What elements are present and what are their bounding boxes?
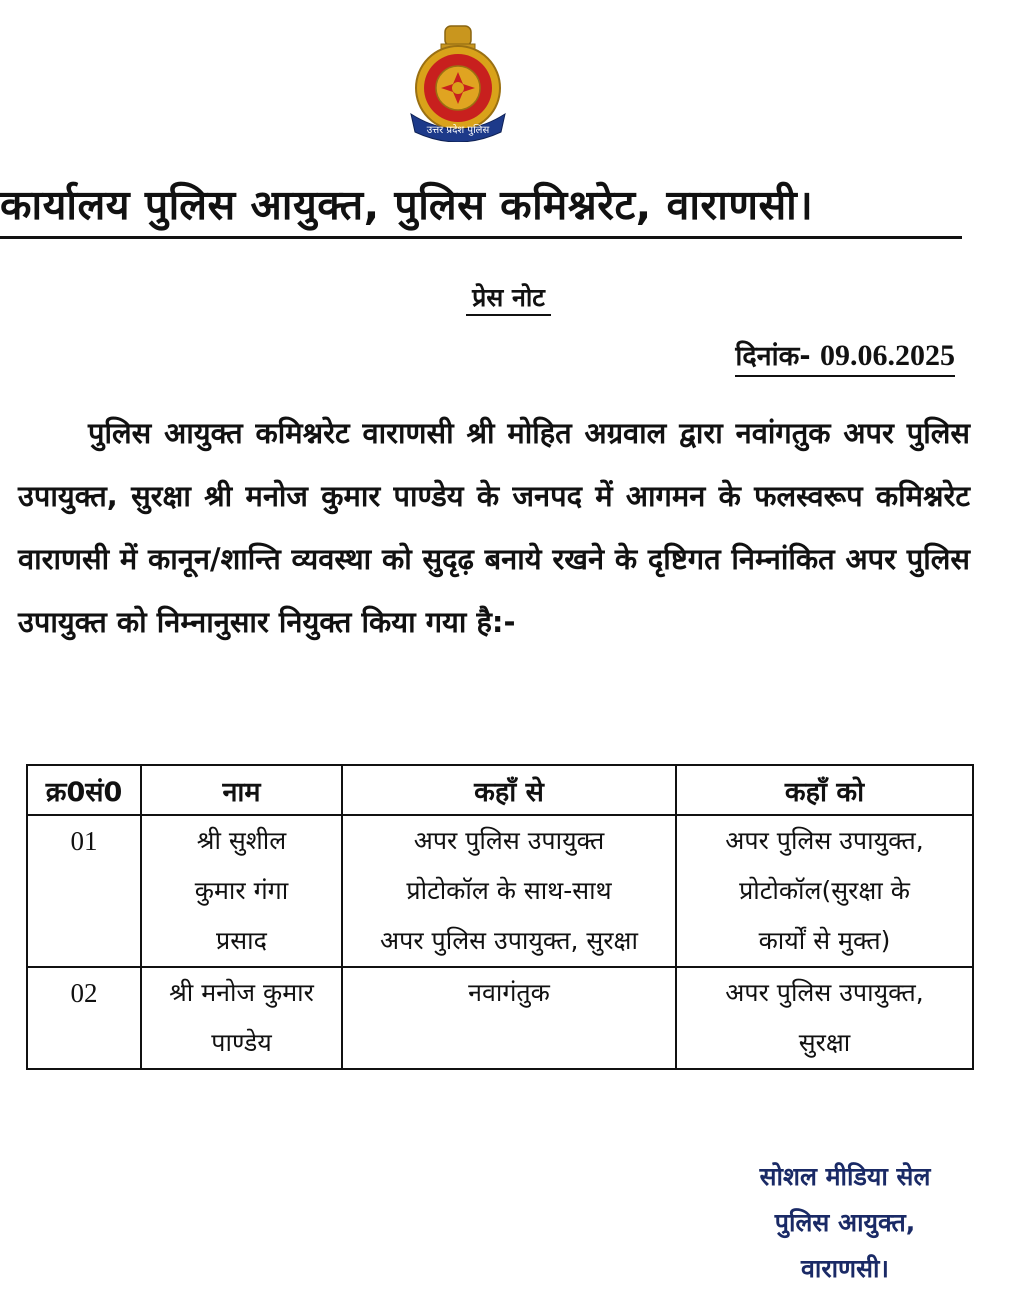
table-row (27, 967, 973, 1069)
row-sno: 01 (27, 815, 141, 967)
date-value: 09.06.2025 (820, 339, 955, 372)
body-paragraph: पुलिस आयुक्त कमिश्नरेट वाराणसी श्री मोहित अग्रवाल द्वारा नवांगतुक अपर पुलिस उपायुक्त, सुरक्षा श्री मनोज कुमार पाण्डेय के जनपद में आगमन के फलस्वरूप कमिश्नरेट वाराणसी में कानून/शान्ति व्यवस्था को सुदृढ़ बनाये रखने के दृष्टिगत निम्नांकित अपर पुलिस उपायुक्त को निम्नानुसार नियुक्त किया गया है:- (18, 416, 970, 639)
name-line: श्री सुशील (196, 826, 287, 855)
date-label: दिनांक- (735, 341, 811, 372)
row-name (141, 815, 342, 967)
header-sno: क्र0सं0 (27, 765, 141, 815)
header-from: कहाँ से (342, 765, 676, 815)
header-name: नाम (141, 765, 342, 815)
from-line: अपर पुलिस उपायुक्त (413, 826, 605, 855)
signature-line: पुलिस आयुक्त, (774, 1208, 916, 1237)
row-sno: 02 (27, 967, 141, 1069)
name-line: श्री मनोज कुमार (169, 978, 314, 1007)
assignment-table (26, 764, 974, 1070)
emblem-ribbon-text: उत्तर प्रदेश पुलिस (426, 125, 490, 136)
to-line: प्रोटोकॉल(सुरक्षा के (739, 876, 910, 905)
row-from (342, 815, 676, 967)
name-line: कुमार गंगा (194, 876, 289, 905)
row-to (676, 815, 973, 967)
row-from (342, 967, 676, 1069)
signature-line: वाराणसी। (800, 1254, 889, 1283)
from-line: अपर पुलिस उपायुक्त, सुरक्षा (380, 926, 638, 955)
name-line: प्रसाद (216, 926, 267, 955)
press-note-label: प्रेस नोट (466, 283, 551, 316)
to-line: अपर पुलिस उपायुक्त, (725, 978, 924, 1007)
press-note-heading (0, 280, 1017, 314)
up-police-emblem (405, 22, 511, 142)
name-line: पाण्डेय (211, 1028, 272, 1057)
header-to: कहाँ को (676, 765, 973, 815)
from-line: नवागंतुक (468, 978, 550, 1007)
row-to (676, 967, 973, 1069)
to-line: सुरक्षा (798, 1028, 851, 1057)
to-line: कार्यों से मुक्त) (758, 926, 891, 955)
signature-block (700, 1154, 990, 1292)
from-line: प्रोटोकॉल के साथ-साथ (406, 876, 612, 905)
date-line (735, 336, 955, 377)
row-name (141, 967, 342, 1069)
office-title: कार्यालय पुलिस आयुक्त, पुलिस कमिश्नरेट, वाराणसी। (0, 176, 962, 239)
table-row (27, 815, 973, 967)
table-header-row (27, 765, 973, 815)
to-line: अपर पुलिस उपायुक्त, (725, 826, 924, 855)
signature-line: सोशल मीडिया सेल (759, 1162, 931, 1191)
